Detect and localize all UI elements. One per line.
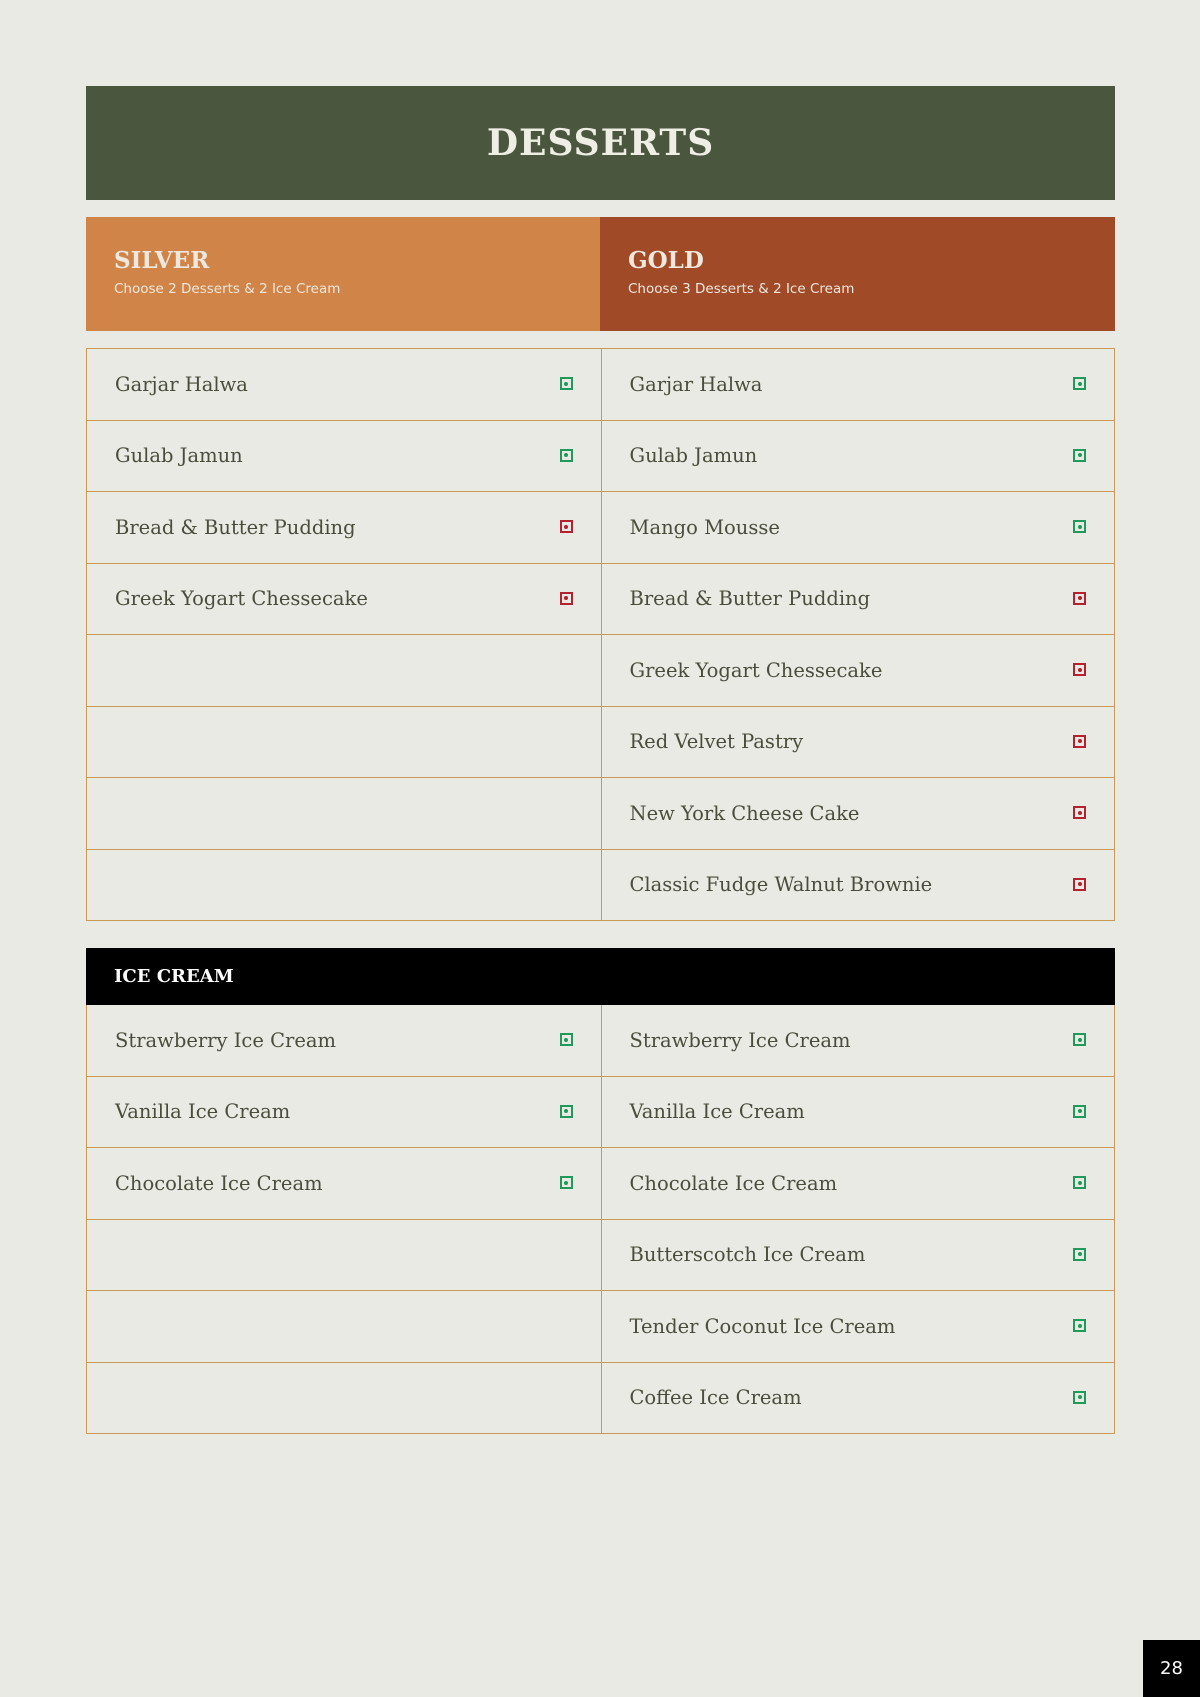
dessert-row <box>87 564 1114 636</box>
veg-icon <box>560 1033 573 1046</box>
gold-tier-header <box>600 217 1115 331</box>
gold-dessert-item <box>601 850 1115 921</box>
item-label: Butterscotch Ice Cream <box>629 1243 866 1267</box>
veg-icon <box>1073 1248 1086 1261</box>
gold-dessert-item <box>601 564 1115 635</box>
gold-ice-cream-item <box>601 1077 1115 1148</box>
silver-dessert-empty-cell <box>87 707 601 778</box>
gold-ice-cream-item <box>601 1005 1115 1076</box>
item-label: Gulab Jamun <box>115 444 243 468</box>
dessert-row <box>87 635 1114 707</box>
non-veg-icon <box>1073 735 1086 748</box>
ice-cream-row <box>87 1220 1114 1292</box>
veg-icon <box>560 1176 573 1189</box>
gold-dessert-item <box>601 635 1115 706</box>
item-label: Garjar Halwa <box>629 372 763 396</box>
dessert-row <box>87 707 1114 779</box>
veg-icon <box>1073 1391 1086 1404</box>
gold-ice-cream-item <box>601 1220 1115 1291</box>
ice-cream-row <box>87 1363 1114 1435</box>
veg-icon <box>1073 1033 1086 1046</box>
non-veg-icon <box>1073 663 1086 676</box>
dessert-row <box>87 850 1114 922</box>
silver-ice-cream-item <box>87 1005 601 1076</box>
veg-icon <box>560 449 573 462</box>
item-label: Chocolate Ice Cream <box>629 1171 838 1195</box>
item-label: Greek Yogart Chessecake <box>629 658 883 682</box>
item-label: Vanilla Ice Cream <box>629 1100 805 1124</box>
veg-icon <box>560 377 573 390</box>
gold-ice-cream-item <box>601 1363 1115 1434</box>
item-label: Classic Fudge Walnut Brownie <box>629 873 933 897</box>
veg-icon <box>1073 449 1086 462</box>
item-label: Strawberry Ice Cream <box>629 1028 851 1052</box>
veg-icon <box>1073 1105 1086 1118</box>
item-label: Vanilla Ice Cream <box>115 1100 291 1124</box>
silver-tier-subtitle: Choose 2 Desserts & 2 Ice Cream <box>114 281 341 297</box>
item-label: Tender Coconut Ice Cream <box>629 1314 896 1338</box>
gold-dessert-item <box>601 707 1115 778</box>
item-label: Mango Mousse <box>629 515 780 539</box>
gold-tier-subtitle: Choose 3 Desserts & 2 Ice Cream <box>628 281 855 297</box>
ice-cream-section-header <box>86 948 1115 1005</box>
item-label: Coffee Ice Cream <box>629 1386 802 1410</box>
silver-dessert-item <box>87 492 601 563</box>
non-veg-icon <box>1073 878 1086 891</box>
dessert-row <box>87 421 1114 493</box>
silver-dessert-item <box>87 421 601 492</box>
dessert-row <box>87 492 1114 564</box>
item-label: Gulab Jamun <box>629 444 758 468</box>
silver-ice-cream-item <box>87 1148 601 1219</box>
ice-cream-table <box>86 1005 1115 1434</box>
ice-cream-heading: ICE CREAM <box>114 966 234 987</box>
ice-cream-row <box>87 1291 1114 1363</box>
silver-ice-cream-empty-cell <box>87 1220 601 1291</box>
veg-icon <box>560 1105 573 1118</box>
ice-cream-row <box>87 1148 1114 1220</box>
veg-icon <box>1073 1319 1086 1332</box>
item-label: Greek Yogart Chessecake <box>115 587 368 611</box>
item-label: Red Velvet Pastry <box>629 730 804 754</box>
non-veg-icon <box>560 520 573 533</box>
silver-dessert-empty-cell <box>87 850 601 921</box>
silver-dessert-empty-cell <box>87 778 601 849</box>
silver-ice-cream-empty-cell <box>87 1291 601 1362</box>
item-label: Bread & Butter Pudding <box>115 515 356 539</box>
silver-dessert-item <box>87 564 601 635</box>
silver-dessert-item <box>87 349 601 420</box>
silver-tier-header <box>86 217 600 331</box>
item-label: Garjar Halwa <box>115 372 248 396</box>
silver-tier-name: SILVER <box>114 247 210 274</box>
dessert-row <box>87 778 1114 850</box>
ice-cream-row <box>87 1077 1114 1149</box>
desserts-table <box>86 348 1115 921</box>
silver-ice-cream-empty-cell <box>87 1363 601 1434</box>
item-label: New York Cheese Cake <box>629 801 860 825</box>
gold-dessert-item <box>601 778 1115 849</box>
non-veg-icon <box>1073 806 1086 819</box>
page-number: 28 <box>1143 1640 1200 1697</box>
item-label: Bread & Butter Pudding <box>629 587 871 611</box>
silver-dessert-empty-cell <box>87 635 601 706</box>
gold-dessert-item <box>601 421 1115 492</box>
veg-icon <box>1073 1176 1086 1189</box>
veg-icon <box>1073 520 1086 533</box>
gold-tier-name: GOLD <box>628 247 704 274</box>
gold-ice-cream-item <box>601 1148 1115 1219</box>
gold-dessert-item <box>601 349 1115 420</box>
item-label: Strawberry Ice Cream <box>115 1028 336 1052</box>
dessert-row <box>87 349 1114 421</box>
item-label: Chocolate Ice Cream <box>115 1171 323 1195</box>
gold-ice-cream-item <box>601 1291 1115 1362</box>
gold-dessert-item <box>601 492 1115 563</box>
page-title: DESSERTS <box>486 122 715 164</box>
non-veg-icon <box>1073 592 1086 605</box>
veg-icon <box>1073 377 1086 390</box>
ice-cream-row <box>87 1005 1114 1077</box>
silver-ice-cream-item <box>87 1077 601 1148</box>
non-veg-icon <box>560 592 573 605</box>
desserts-banner <box>86 86 1115 200</box>
